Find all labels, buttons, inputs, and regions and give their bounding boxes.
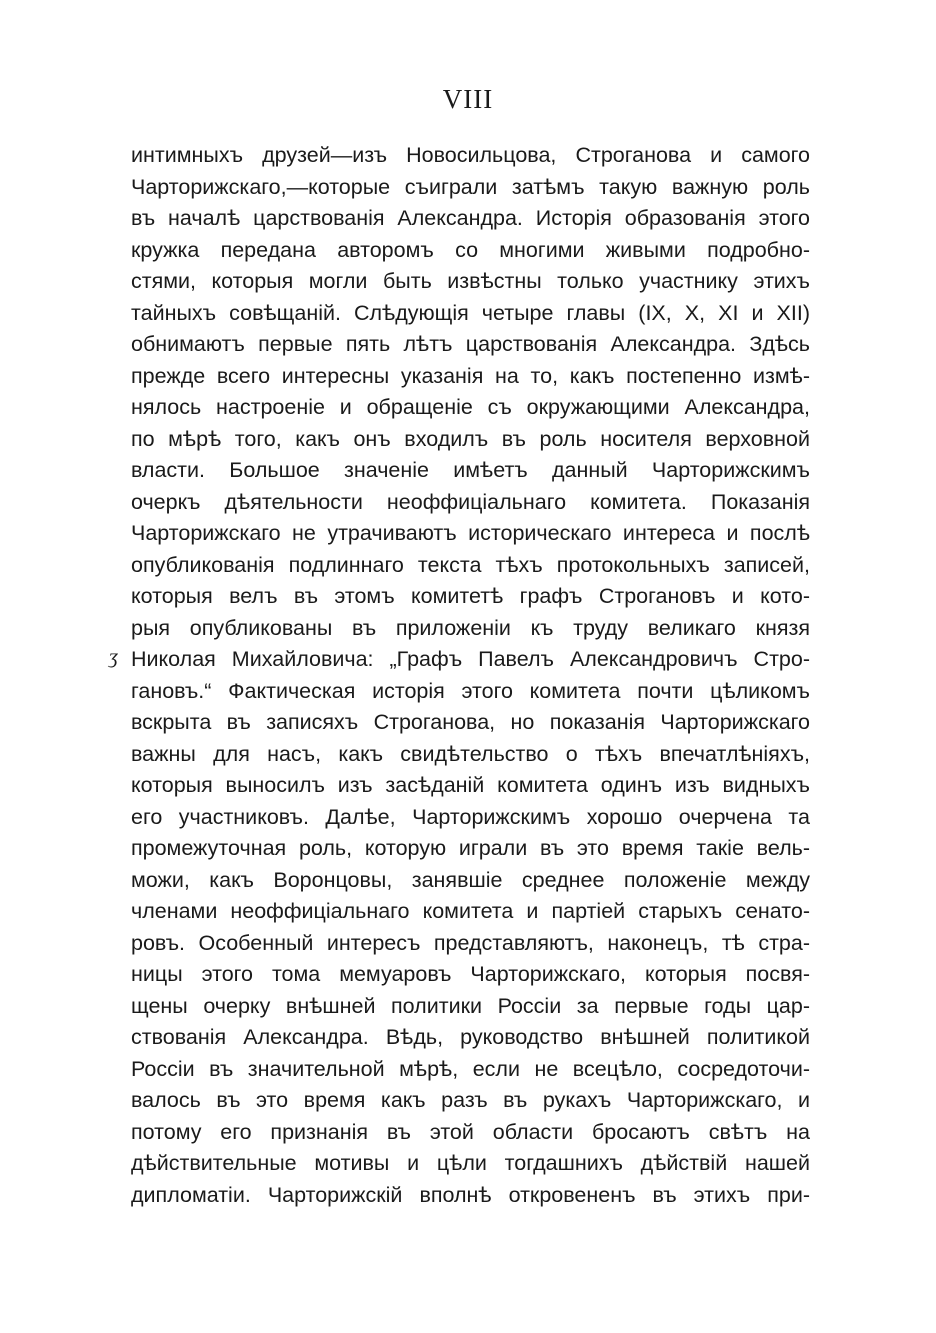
text-line: важны для насъ, какъ свидѣтельство о тѣхъ впечатлѣніяхъ,: [131, 741, 810, 766]
text-line: Николая Михайловича: „Графъ Павелъ Александровичъ Стро-: [131, 647, 810, 671]
text-line: промежуточная роль, которую играли въ это время такіе вель-: [131, 836, 810, 860]
text-line: вскрыта въ записяхъ Строганова, но показанія Чарторижскаго: [131, 710, 810, 734]
text-line: его участниковъ. Далѣе, Чарторижскимъ хорошо очерчена та: [131, 804, 810, 829]
text-line: дипломатіи. Чарторижскій вполнѣ откровененъ въ этихъ при-: [131, 1182, 810, 1207]
text-line: щены очерку внѣшней политики Россіи за первые годы цар-: [131, 993, 810, 1018]
text-line: по мѣрѣ того, какъ онъ входилъ въ роль носителя верховной: [131, 426, 810, 451]
text-line: стями, которыя могли быть извѣстны только участнику этихъ: [131, 269, 810, 293]
text-line: можи, какъ Воронцовы, занявшіе среднее положеніе между: [131, 867, 810, 892]
text-line: потому его признанія въ этой области бросаютъ свѣтъ на: [131, 1119, 810, 1144]
text-line: ствованія Александра. Вѣдь, руководство внѣшней политикой: [131, 1025, 810, 1049]
body-text: [131, 140, 810, 1211]
text-line: очеркъ дѣятельности неоффиціальнаго комитета. Показанія: [131, 489, 810, 514]
text-line: Чарторижскаго не утрачиваютъ историческаго интереса и послѣ: [131, 521, 810, 545]
text-line: опубликованія подлиннаго текста тѣхъ протокольныхъ записей,: [131, 552, 810, 577]
margin-mark: ʒ: [109, 646, 118, 668]
text-line: обнимаютъ первые пять лѣтъ царствованія Александра. Здѣсь: [131, 332, 810, 356]
text-line: дѣйствительные мотивы и цѣли тогдашнихъ дѣйствій нашей: [131, 1151, 810, 1175]
text-line: кружка передана авторомъ со многими живыми подробно-: [131, 237, 810, 262]
text-line: ровъ. Особенный интересъ представляютъ, наконецъ, тѣ стра-: [131, 930, 810, 955]
text-line: ницы этого тома мемуаровъ Чарторижскаго, которыя посвя-: [131, 962, 810, 986]
text-line: власти. Большое значеніе имѣетъ данный Чарторижскимъ: [131, 458, 810, 482]
text-line: членами неоффиціальнаго комитета и партіей старыхъ сенато-: [131, 899, 810, 923]
text-line: въ началѣ царствованія Александра. Исторія образованія этого: [131, 206, 810, 230]
text-line: гановъ.“ Фактическая исторія этого комитета почти цѣликомъ: [131, 678, 810, 703]
text-line: валось въ это время какъ разъ въ рукахъ Чарторижскаго, и: [131, 1088, 810, 1112]
text-line: которыя выносилъ изъ засѣданій комитета одинъ изъ видныхъ: [131, 773, 810, 797]
text-line: Чарторижскаго,—которые съиграли затѣмъ такую важную роль: [131, 174, 810, 199]
page-number: VIII: [442, 84, 494, 114]
text-line: рыя опубликованы въ приложеніи къ труду великаго князя: [131, 615, 810, 640]
text-line: прежде всего интересны указанія на то, какъ постепенно измѣ-: [131, 363, 810, 388]
text-line: Россіи въ значительной мѣрѣ, если не всецѣло, сосредоточи-: [131, 1056, 810, 1081]
text-line: интимныхъ друзей—изъ Новосильцова, Строганова и самого: [131, 143, 810, 167]
text-line: нялось настроеніе и обращеніе съ окружающими Александра,: [131, 395, 810, 419]
text-line: тайныхъ совѣщаній. Слѣдующія четыре главы (IX, X, XI и XII): [131, 300, 810, 325]
text-line: которыя велъ въ этомъ комитетѣ графъ Строгановъ и кото-: [131, 584, 810, 608]
